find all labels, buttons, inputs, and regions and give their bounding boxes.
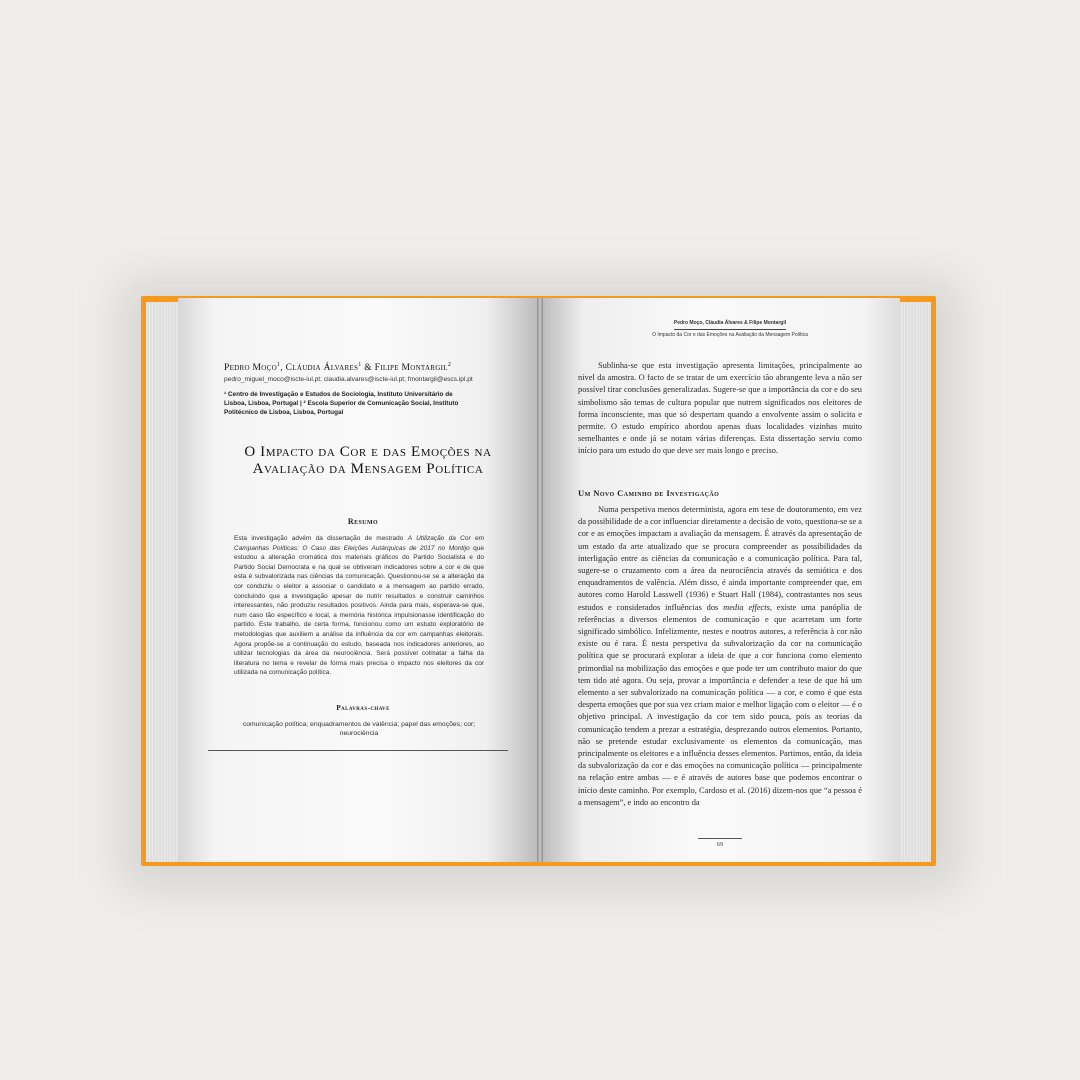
abstract-body: que estudou a alteração cromática dos materiais gráficos do Partido Socialista e do Partido Social Democrata e na qual se obtiveram indicadores sobre a cor e de que esta é subvalorizada nas ciências da comunicação. Questionou-se se a alteração da cor conduziu o eleitor a associar o candidato e a mensagem ao partido errado, concluindo que a investigação apesar de nutrir resultados e construir caminhos interessantes, não produziu resultados positivos. Ainda para mais, esperava-se que, num caso tão específico e local, a memória histórica impulsionasse identificação do partido. Este trabalho, de certa forma, funcionou como um estudo exploratório de metodologias que auxiliem a análise da influência da cor em campanhas eleitorais. Agora propõe-se a continuação do estudo, baseada nos indicadores anteriores, ao utilizar tecnologias da área da neurociência. Será possível colmatar a falha da literatura no tema e revelar de forma mais precisa o impacto nos eleitores da cor utilizada na comunicação política. <box>234 544 485 677</box>
author-3-sup: 2 <box>447 362 452 368</box>
body-paragraph-2-part-a: Numa perspetiva menos determinista, agora em tese de doutoramento, em vez da possibilidade de a cor influenciar diretamente a decisão de voto, questiona-se se a cor e as emoções impactam a avaliação da mensagem. É através da apresentação de um estado da arte atualizado que se procura compreender as possibilidades da interligação entre as ciências da comunicação e a comunicação política. Para tal, sugere-se o cruzamento com a área da neurociência através da semiótica e dos enquadramentos de valência. Além disso, é ainda importante compreender que, em autores como Harold Lasswell (1936) e Stuart Hall (1984), contrastantes nos seus estudos e considerados influências dos <box>578 505 862 612</box>
book-gutter <box>537 298 543 862</box>
body-paragraph-2 <box>578 504 862 809</box>
abstract-text <box>234 534 484 678</box>
author-1: Pedro Moço <box>224 363 277 374</box>
abstract-intro: Esta investigação advém da dissertação de mestrado <box>234 535 408 542</box>
article-title-line-1: O Impacto da Cor e das Emoções na <box>244 444 492 460</box>
author-emails: pedro_miguel_moco@iscte-iul.pt; claudia.alvares@iscte-iul.pt; fmontargil@escs.ipl.pt <box>224 376 473 383</box>
author-1-sup: 1 <box>276 362 281 368</box>
abstract-rule <box>208 750 508 751</box>
body-paragraph-2-part-b: , existe uma panóplia de referências a diversos elementos de comunicação e que acarretam um forte significado simbólico. Infelizmente, nestes e noutros autores, a referência à cor não existe ou é rara. É nesta perspetiva da subvalorização da cor na comunicação política que se procurará explorar a ideia de que a cor funciona como elemento primordial na mobilização das emoções e que pode ter um contributo maior do que tem tido até agora. Ou seja, provar a importância e defender a tese de que há um elemento a ser subvalorizado na comunicação política — a cor, e como é que esta desperta emoções que por sua vez criam maior e melhor ligação com o eleitor — é o objetivo principal. A investigação da cor tem sido pouca, pois as teorias da comunicação tendem a prezar a estratégia, desprezando outros elementos. Portanto, não se pretende estudar exclusivamente os elementos da comunicação, mas principalmente os eleitores e a influência desses elementos. Partimos, então, da ideia da subvalorização da cor e das emoções na comunicação política — principalmente na relação entre ambas — e é através de autores base que podemos encontrar o início deste caminho. Por exemplo, Cardoso et al. (2016) dizem-nos que “a pessoa é a mensagem”, e indo ao encontro da <box>578 602 862 807</box>
author-affiliations: ¹ Centro de Investigação e Estudos de Sociologia, Instituto Universitário de Lisboa, Lisboa, Portugal | ² Escola Superior de Comunicação Social, Instituto Politécnico de Lisboa, Lisboa, Portugal <box>224 391 459 416</box>
running-head-rule <box>674 329 786 330</box>
body-paragraph-2-italic: media effects <box>723 602 770 612</box>
article-title-line-2: Avaliação da Mensagem Política <box>252 461 484 477</box>
authors-line: Pedro Moço$^1$, Cláudia Álvares$^1$ & Filipe Montargil$^2$ <box>224 362 452 374</box>
abstract-heading: Resumo <box>347 517 379 526</box>
keywords-text: comunicação política; enquadramentos de valência; papel das emoções; cor; neurociência <box>242 721 476 737</box>
author-ampersand: & <box>364 363 372 374</box>
page-number-rule <box>698 838 742 839</box>
page-number: 69 <box>716 841 724 848</box>
left-page <box>178 298 540 862</box>
keywords-heading: Palavras-chave <box>336 703 390 712</box>
body-paragraph-1: Sublinha-se que esta investigação apresenta limitações, principalmente ao nível da amostra. O facto de se tratar de um exercício tão abrangente leva a não ser possível tirar conclusões generalizadas. Sugere-se que a importância da cor e do seu simbolismo são temas de cultura popular que nutrem significados nos eleitores de forma inconsciente, mas que só despertam quando a envolvente assim o solicita e permite. O estudo empírico abordou apenas duas localidades vizinhas muito semelhantes e onde já se notam várias diferenças. Esta dissertação serviu como início para um estudo do que deve ser mais longo e preciso. <box>578 361 862 456</box>
running-head-title: O Impacto da Cor e das Emoções na Avaliação da Mensagem Política <box>652 332 808 338</box>
section-heading: Um Novo Caminho de Investigação <box>578 488 720 498</box>
page-edges-right <box>898 302 931 862</box>
abstract-dissertation-title: A Utilização da Cor em Campanhas Políticas: O Caso das Eleições Autárquicas de 2017 no Montijo <box>234 535 484 552</box>
author-3: Filipe Montargil <box>374 363 448 374</box>
page-edges-left <box>146 302 180 862</box>
running-head-authors: Pedro Moço, Cláudia Álvares & Filipe Montargil <box>673 320 787 326</box>
article-title <box>218 444 518 478</box>
author-2-sup: 1 <box>358 362 362 368</box>
right-page <box>540 298 900 862</box>
author-2: Cláudia Álvares <box>285 363 359 374</box>
